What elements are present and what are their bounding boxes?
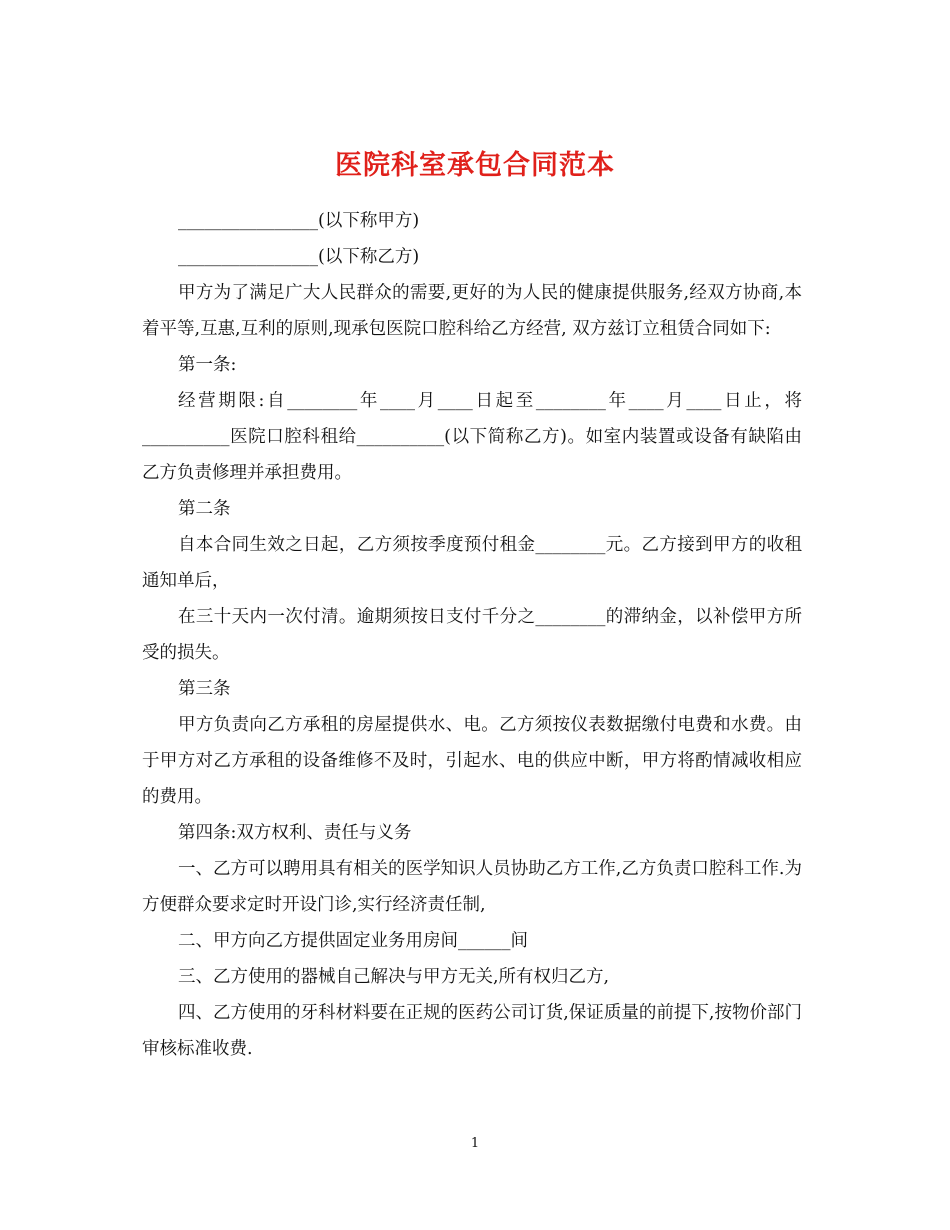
article-1-heading: 第一条: [178, 355, 237, 375]
article-2-text: 自本合同生效之日起，乙方须按季度预付租金________元。乙方接到甲方的收租通知单后， [142, 535, 802, 591]
article-4-heading: 第四条:双方权利、责任与义务 [178, 823, 412, 843]
document-title: 医院科室承包合同范本 [335, 150, 615, 182]
article-2-text-cont: 在三十天内一次付清。逾期须按日支付千分之________的滞纳金，以补偿甲方所受的损失。 [142, 607, 802, 663]
clause-3: 三、乙方使用的器械自己解决与甲方无关,所有权归乙方, [178, 967, 610, 987]
article-3-text: 甲方负责向乙方承租的房屋提供水、电。乙方须按仪表数据缴付电费和水费。由于甲方对乙方承租的设备维修不及时，引起水、电的供应中断，甲方将酌情减收相应的费用。 [142, 715, 802, 807]
clause-1: 一、乙方可以聘用具有相关的医学知识人员协助乙方工作,乙方负责口腔科工作.为方便群众要求定时开设门诊,实行经济责任制, [142, 859, 802, 915]
clause-2: 二、甲方向乙方提供固定业务用房间______间 [178, 931, 528, 951]
article-3-heading: 第三条 [178, 679, 231, 699]
page-number: 1 [470, 1136, 480, 1151]
article-1-text: 经营期限:自________年____月____日起至________年____月____日止，将__________医院口腔科租给__________(以下简称乙方)。如室内装置或设备有缺陷由乙方负责修理并承担费用。 [142, 391, 802, 483]
document-body [142, 203, 802, 1067]
party-a-line: ________________(以下称甲方) [178, 211, 420, 231]
article-2-heading: 第二条 [178, 499, 231, 519]
party-b-line: ________________(以下称乙方) [178, 247, 420, 267]
intro-paragraph: 甲方为了满足广大人民群众的需要,更好的为人民的健康提供服务,经双方协商,本着平等,互惠,互利的原则,现承包医院口腔科给乙方经营, 双方兹订立租赁合同如下: [142, 283, 802, 339]
clause-4: 四、乙方使用的牙科材料要在正规的医药公司订货,保证质量的前提下,按物价部门审核标准收费. [142, 1003, 802, 1059]
